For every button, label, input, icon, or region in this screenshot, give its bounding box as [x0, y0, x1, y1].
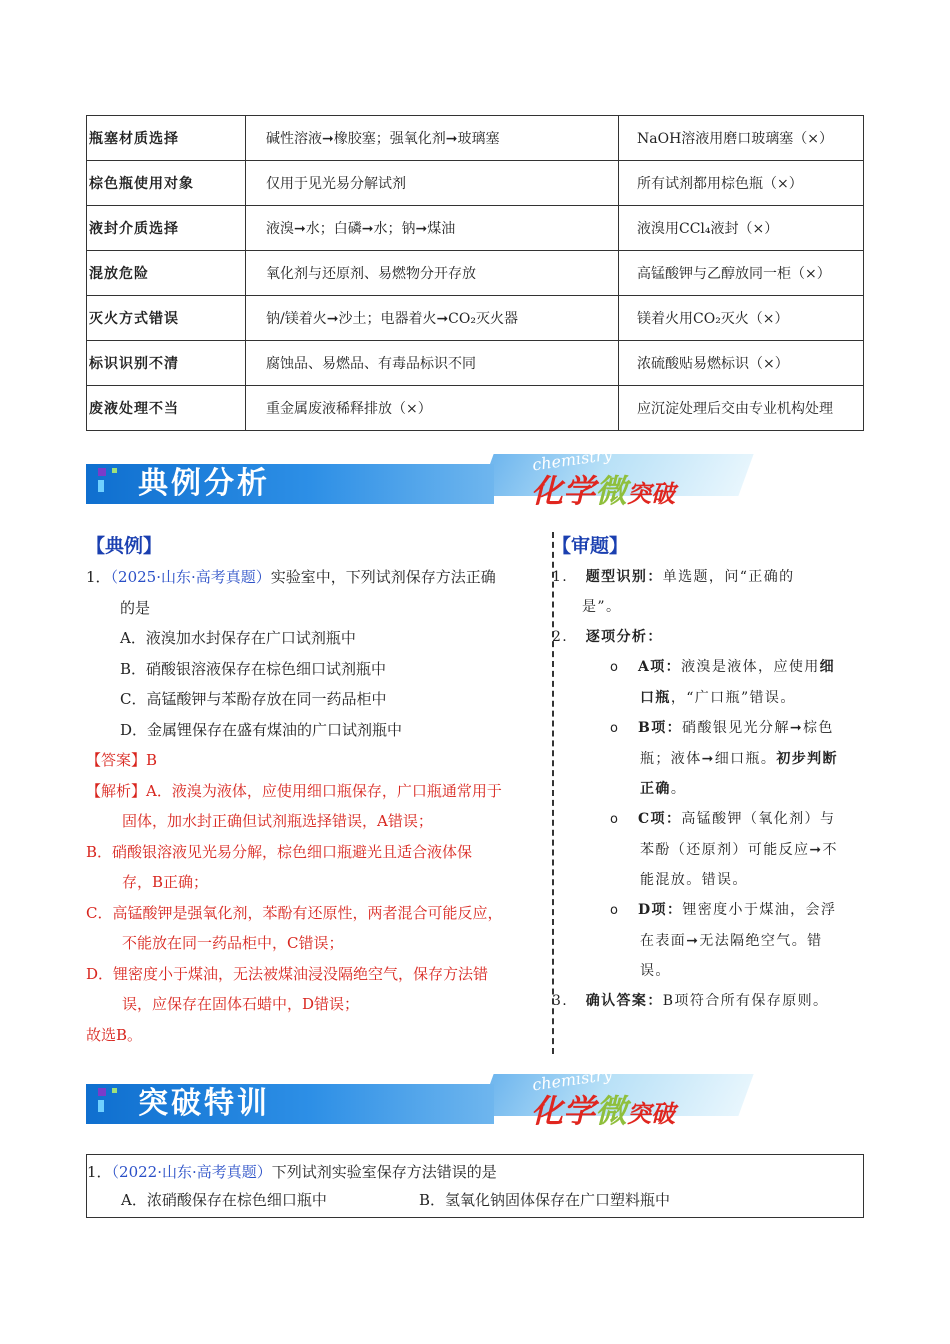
option-d: D．金属锂保存在盛有煤油的广口试剂瓶中: [120, 720, 403, 739]
review-item-d-cont: 误。: [640, 963, 671, 979]
chemistry-watermark: chemistry: [531, 444, 614, 475]
analysis-line: D．锂密度小于煤油，无法被煤油浸没隔绝空气，保存方法错: [86, 964, 489, 983]
rule-error-example: 应沉淀处理后交由专业机构处理: [619, 386, 864, 431]
rule-error-example: 所有试剂都用棕色瓶（×）: [619, 161, 864, 206]
answer: 【答案】B: [86, 751, 158, 769]
rule-correct: 重金属废液稀释排放（×）: [246, 386, 619, 431]
review-step-2: 2. 逐项分析：: [552, 629, 663, 645]
option-c: C．高锰酸钾与苯酚存放在同一药品柜中: [120, 690, 387, 708]
rule-topic: 瓶塞材质选择: [87, 116, 246, 161]
review-item-c-cont: 苯酚（还原剂）可能反应➞不: [640, 842, 838, 858]
banner-square-icon: [98, 1088, 106, 1096]
banner-bar: [86, 1084, 494, 1124]
bullet-icon: o: [610, 903, 620, 918]
rule-topic: 标识识别不清: [87, 341, 246, 386]
analysis-line: 误，应保存在固体石蜡中，D错误；: [122, 995, 360, 1013]
storage-rules-table: [86, 115, 864, 431]
review-item-c-cont: 能混放。错误。: [640, 872, 748, 888]
chem-breakthrough-logo: 化学微突破: [531, 1092, 676, 1130]
example-question: 1．（2025·山东·高考真题）实验室中，下列试剂保存方法正确: [86, 568, 496, 586]
table-row: [87, 296, 864, 341]
rule-correct: 氧化剂与还原剂、易燃物分开存放: [246, 251, 619, 296]
rule-topic: 液封介质选择: [87, 206, 246, 251]
analysis-line: 不能放在同一药品柜中，C错误；: [122, 934, 344, 952]
review-item-b-cont: 正确。: [640, 781, 687, 797]
analysis-conclusion: 故选B。: [86, 1025, 143, 1044]
review-item-b-cont: 瓶；液体➞细口瓶。初步判断: [640, 751, 838, 767]
rule-error-example: 镁着火用CO₂灭火（×）: [619, 296, 864, 341]
analysis-line: 存，B正确；: [122, 873, 209, 891]
review-item-d-cont: 在表面➞无法隔绝空气。错: [640, 933, 823, 949]
analysis-line: B．硝酸银溶液见光易分解，棕色细口瓶避光且适合液体保: [86, 842, 473, 861]
review-step-3: 3. 确认答案：B项符合所有保存原则。: [552, 993, 829, 1009]
review-item-c: o C项：高锰酸钾（氧化剂）与: [552, 804, 864, 835]
bullet-icon: o: [610, 721, 620, 736]
rule-correct: 钠/镁着火➞沙土；电器着火➞CO₂灭火器: [246, 296, 619, 341]
banner-square-icon: [98, 1100, 104, 1112]
analysis-line: 【解析】A．液溴为液体，应使用细口瓶保存，广口瓶通常用于: [86, 781, 502, 800]
example-analysis-banner: [86, 444, 746, 524]
table-row: [87, 161, 864, 206]
banner-square-icon: [98, 468, 106, 476]
breakthrough-training-banner: [86, 1064, 746, 1144]
rule-correct: 液溴➞水；白磷➞水；钠➞煤油: [246, 206, 619, 251]
review-item-d: o D项：锂密度小于煤油，会浮: [552, 895, 864, 926]
review-column: [552, 530, 864, 1016]
analysis-line: C．高锰酸钾是强氧化剂，苯酚有还原性，两者混合可能反应，: [86, 903, 503, 922]
option-a: A．液溴加水封保存在广口试剂瓶中: [120, 629, 356, 647]
review-item-a-cont: 口瓶，“广口瓶”错误。: [640, 690, 796, 706]
rule-topic: 混放危险: [87, 251, 246, 296]
review-item-b: o B项：硝酸银见光分解➞棕色: [552, 713, 864, 744]
banner-square-icon: [98, 480, 104, 492]
example-question-cont: 的是: [120, 598, 151, 617]
banner-bar: [86, 464, 494, 504]
rule-correct: 碱性溶液➞橡胶塞；强氧化剂➞玻璃塞: [246, 116, 619, 161]
rule-error-example: 液溴用CCl₄液封（×）: [619, 206, 864, 251]
training-question-box: [86, 1154, 864, 1218]
banner-square-icon: [112, 1088, 117, 1093]
banner-square-icon: [112, 468, 117, 473]
rule-error-example: 高锰酸钾与乙醇放同一柜（×）: [619, 251, 864, 296]
bullet-icon: o: [610, 660, 620, 675]
review-heading: 【审题】: [552, 535, 629, 557]
example-column: [86, 530, 552, 1050]
rule-error-example: NaOH溶液用磨口玻璃塞（×）: [619, 116, 864, 161]
training-question: 1．（2022·山东·高考真题）下列试剂实验室保存方法错误的是: [87, 1163, 497, 1181]
rule-correct: 仅用于见光易分解试剂: [246, 161, 619, 206]
chemistry-watermark: chemistry: [531, 1064, 614, 1095]
table-row: [87, 341, 864, 386]
option-a: A．浓硝酸保存在棕色细口瓶中: [121, 1191, 327, 1209]
banner-title: 突破特训: [138, 1086, 270, 1121]
option-b: B．氢氧化钠固体保存在广口塑料瓶中: [419, 1191, 671, 1209]
question-source: （2025·山东·高考真题）: [110, 568, 271, 586]
table-row: [87, 116, 864, 161]
table-row: [87, 206, 864, 251]
chem-breakthrough-logo: 化学微突破: [531, 472, 676, 510]
review-step-1-cont: 是”。: [582, 599, 622, 615]
table-row: [87, 251, 864, 296]
bullet-icon: o: [610, 812, 620, 827]
banner-title: 典例分析: [138, 466, 270, 501]
example-heading: 【典例】: [86, 535, 163, 557]
review-item-a: o A项：液溴是液体，应使用细: [552, 652, 864, 683]
question-source: （2022·山东·高考真题）: [111, 1163, 272, 1181]
review-step-1: 1. 题型识别：单选题，问“正确的: [552, 569, 795, 585]
rule-error-example: 浓硫酸贴易燃标识（×）: [619, 341, 864, 386]
rule-topic: 废液处理不当: [87, 386, 246, 431]
option-b: B．硝酸银溶液保存在棕色细口试剂瓶中: [120, 659, 387, 678]
rule-correct: 腐蚀品、易燃品、有毒品标识不同: [246, 341, 619, 386]
rule-topic: 棕色瓶使用对象: [87, 161, 246, 206]
table-row: [87, 386, 864, 431]
analysis-line: 固体，加水封正确但试剂瓶选择错误，A错误；: [122, 812, 433, 830]
rule-topic: 灭火方式错误: [87, 296, 246, 341]
